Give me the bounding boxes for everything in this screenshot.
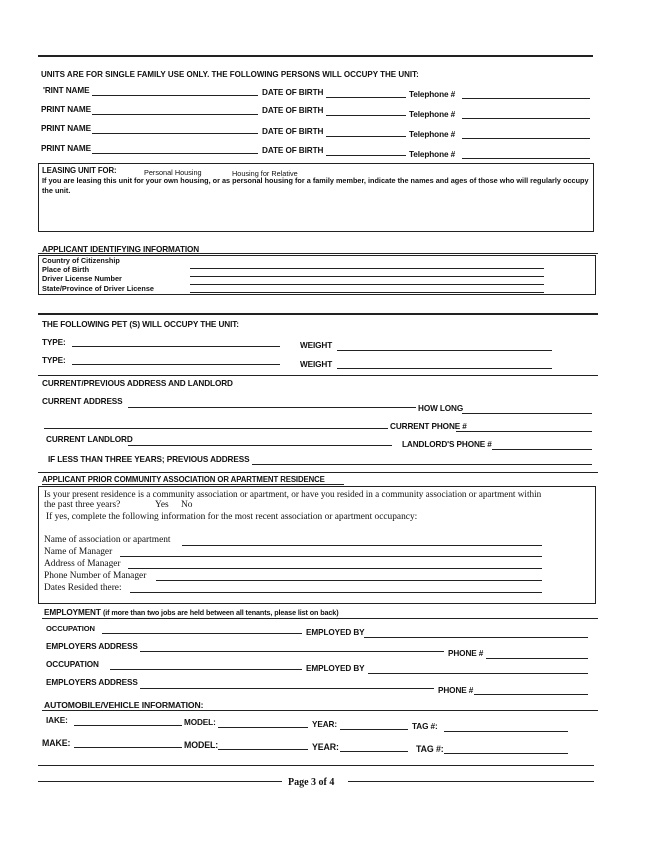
employers-address-field[interactable] <box>140 688 434 689</box>
leasing-instructions: If you are leasing this unit for your own housing, or as personal housing for a family member, indicate the names and ages of those who will regularly occupy the unit. <box>42 176 589 195</box>
phone-field[interactable] <box>474 694 588 695</box>
employment-heading: EMPLOYMENT <box>44 608 101 617</box>
employers-address-label: EMPLOYERS ADDRESS <box>46 678 138 687</box>
employers-address-field[interactable] <box>140 651 444 652</box>
section-rule <box>38 375 598 376</box>
pet-weight-field[interactable] <box>337 368 552 369</box>
employment-title <box>44 608 339 617</box>
dob-label: DATE OF BIRTH <box>262 127 324 136</box>
phone-label: PHONE # <box>448 649 484 658</box>
leasing-label: LEASING UNIT FOR: <box>42 166 117 175</box>
leasing-box[interactable] <box>38 163 594 232</box>
occupation-field[interactable] <box>110 669 302 670</box>
personal-housing-option[interactable]: Personal Housing <box>144 168 202 177</box>
previous-address-field[interactable] <box>252 464 592 465</box>
manager-address-field[interactable] <box>128 568 542 569</box>
pet-weight-field[interactable] <box>337 350 552 351</box>
association-name-field[interactable] <box>182 545 542 546</box>
community-followup: If yes, complete the following information for the most recent association or apartment occupancy: <box>46 512 418 522</box>
print-name-label: PRINT NAME <box>41 105 91 114</box>
employers-address-label: EMPLOYERS ADDRESS <box>46 642 138 651</box>
dob-label: DATE OF BIRTH <box>262 106 324 115</box>
yes-option[interactable]: Yes <box>155 500 169 510</box>
print-name-field[interactable] <box>92 114 258 115</box>
address-title: CURRENT/PREVIOUS ADDRESS AND LANDLORD <box>42 379 233 388</box>
tag-field[interactable] <box>444 753 568 754</box>
current-phone-field[interactable] <box>456 431 592 432</box>
how-long-label: HOW LONG <box>418 404 464 413</box>
occupancy-heading: UNITS ARE FOR SINGLE FAMILY USE ONLY. THE FOLLOWING PERSONS WILL OCCUPY THE UNIT: <box>41 70 419 79</box>
employment-underline <box>42 618 598 619</box>
year-field[interactable] <box>340 751 408 752</box>
telephone-label: Telephone # <box>409 130 456 139</box>
footer-rule-right <box>348 781 594 782</box>
telephone-field[interactable] <box>462 98 590 99</box>
model-field[interactable] <box>218 727 308 728</box>
make-label: IAKE: <box>46 716 68 725</box>
community-question: Is your present residence is a community association or apartment, or have you resided in a community association or apartment within <box>44 489 542 499</box>
dates-resided-field[interactable] <box>130 592 542 593</box>
occupation-label: OCCUPATION <box>46 624 95 633</box>
section-rule <box>38 313 598 315</box>
dates-resided-label: Dates Resided there: <box>44 583 122 593</box>
housing-for-relative-option[interactable]: Housing for Relative <box>232 169 298 178</box>
dob-label: DATE OF BIRTH <box>262 88 324 97</box>
top-rule <box>38 55 593 57</box>
manager-name-field[interactable] <box>120 556 542 557</box>
dob-field[interactable] <box>326 136 406 137</box>
tag-field[interactable] <box>444 731 568 732</box>
print-name-label: 'RINT NAME <box>43 86 90 95</box>
tag-label: TAG #: <box>416 744 444 754</box>
pet-weight-label: WEIGHT <box>300 360 333 369</box>
make-field[interactable] <box>74 725 182 726</box>
vehicle-title: AUTOMOBILE/VEHICLE INFORMATION: <box>44 700 204 710</box>
tag-label: TAG #: <box>412 722 438 731</box>
employed-by-field[interactable] <box>368 673 588 674</box>
driver-license-field[interactable] <box>190 284 544 285</box>
manager-name-label: Name of Manager <box>44 547 113 557</box>
print-name-field[interactable] <box>92 133 258 134</box>
year-field[interactable] <box>340 729 408 730</box>
print-name-label: PRINT NAME <box>41 124 91 133</box>
pet-type-field[interactable] <box>72 364 280 365</box>
driver-license-state-label: State/Province of Driver License <box>42 284 154 293</box>
page-number: Page 3 of 4 <box>288 777 335 788</box>
pet-type-label: TYPE: <box>42 338 66 347</box>
landlord-phone-label: LANDLORD'S PHONE # <box>402 440 492 449</box>
place-of-birth-label: Place of Birth <box>42 265 90 274</box>
pet-weight-label: WEIGHT <box>300 341 333 350</box>
telephone-label: Telephone # <box>409 90 456 99</box>
employment-note: (if more than two jobs are held between all tenants, please list on back) <box>102 608 339 617</box>
citizenship-field[interactable] <box>190 268 544 269</box>
print-name-label: PRINT NAME <box>41 144 91 153</box>
landlord-phone-field[interactable] <box>492 449 592 450</box>
vehicle-title-underline <box>42 710 598 711</box>
employed-by-field[interactable] <box>364 637 588 638</box>
previous-address-label: IF LESS THAN THREE YEARS; PREVIOUS ADDRESS <box>48 455 250 464</box>
vehicle-bottom-rule <box>38 765 594 766</box>
manager-address-label: Address of Manager <box>44 559 121 569</box>
community-title: APPLICANT PRIOR COMMUNITY ASSOCIATION OR APARTMENT RESIDENCE <box>42 475 325 484</box>
manager-phone-label: Phone Number of Manager <box>44 571 147 581</box>
dob-field[interactable] <box>326 97 406 98</box>
pet-type-field[interactable] <box>72 346 280 347</box>
current-landlord-label: CURRENT LANDLORD <box>46 435 133 444</box>
driver-license-label: Driver License Number <box>42 274 122 283</box>
no-option[interactable]: No <box>181 500 193 510</box>
current-address-field[interactable] <box>128 407 416 408</box>
phone-label: PHONE # <box>438 686 474 695</box>
year-label: YEAR: <box>312 720 337 729</box>
employed-by-label: EMPLOYED BY <box>306 664 365 673</box>
dob-field[interactable] <box>326 115 406 116</box>
telephone-field[interactable] <box>462 158 590 159</box>
occupation-label: OCCUPATION <box>46 660 99 669</box>
community-question-cont: the past three years? <box>44 500 121 510</box>
make-label: MAKE: <box>42 738 71 748</box>
footer-rule-left <box>38 781 282 782</box>
telephone-label: Telephone # <box>409 110 456 119</box>
dob-label: DATE OF BIRTH <box>262 146 324 155</box>
phone-field[interactable] <box>486 658 588 659</box>
telephone-label: Telephone # <box>409 150 456 159</box>
community-title-underline <box>42 484 344 485</box>
current-address-label: CURRENT ADDRESS <box>42 397 123 406</box>
current-landlord-field[interactable] <box>128 445 392 446</box>
model-label: MODEL: <box>184 718 216 727</box>
section-rule <box>38 472 598 473</box>
occupation-field[interactable] <box>102 633 302 634</box>
model-label: MODEL: <box>184 740 219 750</box>
citizenship-label: Country of Citizenship <box>42 256 120 265</box>
pets-title: THE FOLLOWING PET (S) WILL OCCUPY THE UNIT: <box>42 320 239 329</box>
pet-type-label: TYPE: <box>42 356 66 365</box>
applicant-id-title: APPLICANT IDENTIFYING INFORMATION <box>42 245 200 254</box>
driver-license-state-field[interactable] <box>190 292 544 293</box>
manager-phone-field[interactable] <box>156 580 542 581</box>
place-of-birth-field[interactable] <box>190 276 544 277</box>
print-name-field[interactable] <box>92 153 258 154</box>
make-field[interactable] <box>74 747 182 748</box>
model-field[interactable] <box>218 749 308 750</box>
current-address-line-2[interactable] <box>44 428 388 429</box>
employed-by-label: EMPLOYED BY <box>306 628 365 637</box>
association-name-label: Name of association or apartment <box>44 535 171 545</box>
year-label: YEAR: <box>312 742 339 752</box>
dob-field[interactable] <box>326 155 406 156</box>
print-name-field[interactable] <box>92 95 258 96</box>
current-phone-label: CURRENT PHONE # <box>390 422 467 431</box>
how-long-field[interactable] <box>462 413 592 414</box>
telephone-field[interactable] <box>462 138 590 139</box>
telephone-field[interactable] <box>462 118 590 119</box>
